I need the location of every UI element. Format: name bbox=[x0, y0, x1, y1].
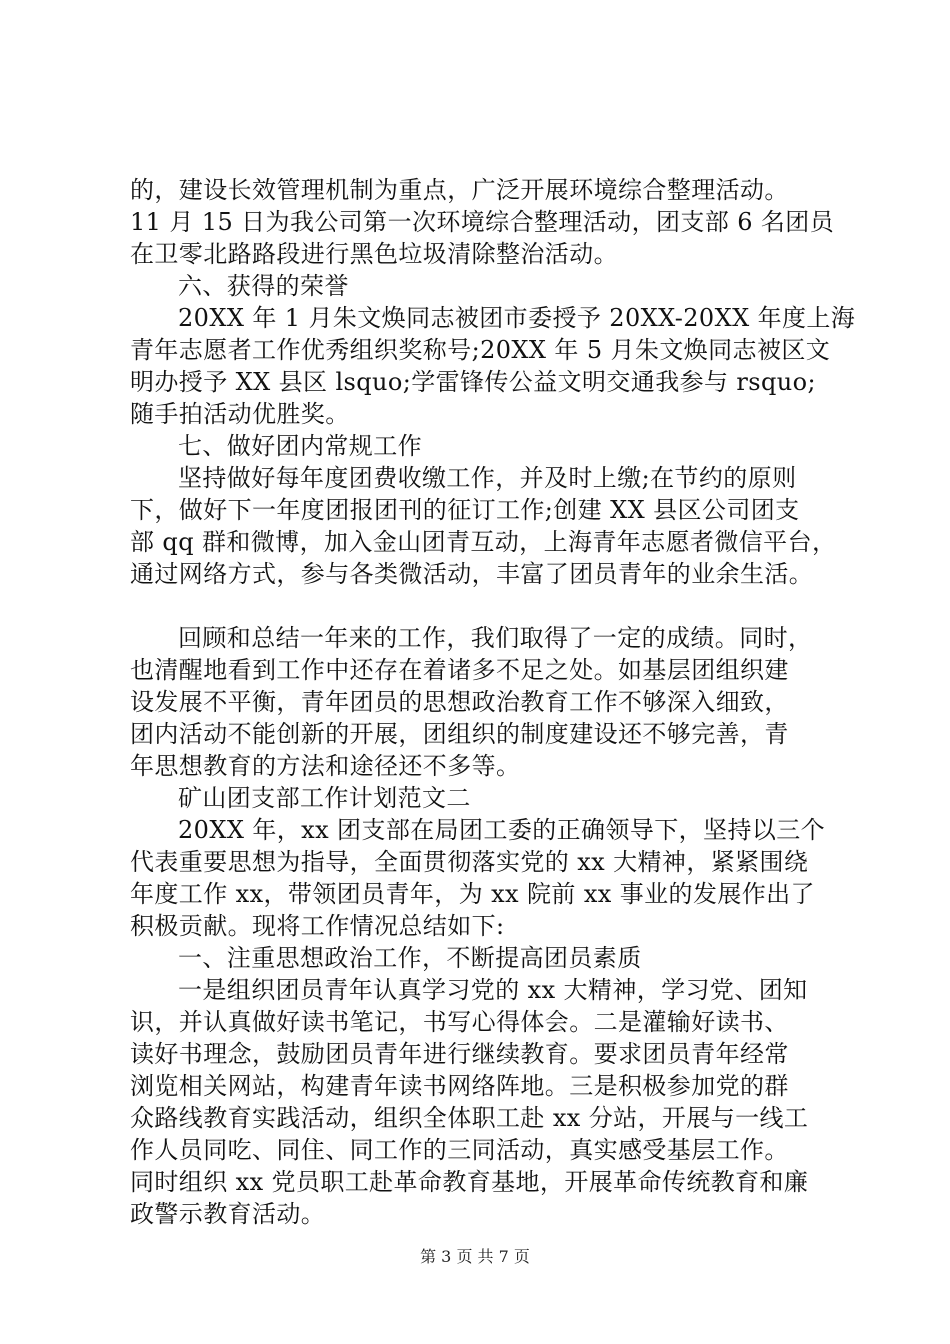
text-line: 众路线教育实践活动，组织全体职工赴 xx 分站，开展与一线工 bbox=[130, 1104, 809, 1132]
text-line: 六、获得的荣誉 bbox=[178, 272, 349, 300]
text-line: 青年志愿者工作优秀组织奖称号;20XX 年 5 月朱文焕同志被区文 bbox=[130, 336, 831, 364]
text-line: 通过网络方式，参与各类微活动，丰富了团员青年的业余生活。 bbox=[130, 560, 814, 588]
page-footer: 第 3 页 共 7 页 bbox=[420, 1247, 530, 1266]
text-line: 政警示教育活动。 bbox=[130, 1200, 326, 1228]
text-line: 20XX 年 1 月朱文焕同志被团市委授予 20XX-20XX 年度上海 bbox=[178, 304, 856, 332]
text-line: 团内活动不能创新的开展，团组织的制度建设还不够完善，青 bbox=[130, 720, 789, 748]
text-line: 年思想教育的方法和途径还不多等。 bbox=[130, 752, 521, 780]
text-line: 读好书理念，鼓励团员青年进行继续教育。要求团员青年经常 bbox=[130, 1040, 789, 1068]
blank-line bbox=[130, 590, 830, 622]
text-line: 作人员同吃、同住、同工作的三同活动，真实感受基层工作。 bbox=[130, 1136, 789, 1164]
text-line: 设发展不平衡，青年团员的思想政治教育工作不够深入细致， bbox=[130, 688, 789, 716]
text-line: 也清醒地看到工作中还存在着诸多不足之处。如基层团组织建 bbox=[130, 656, 789, 684]
text-line: 回顾和总结一年来的工作，我们取得了一定的成绩。同时， bbox=[178, 624, 813, 652]
text-line: 11 月 15 日为我公司第一次环境综合整理活动，团支部 6 名团员 bbox=[130, 208, 835, 236]
text-line: 矿山团支部工作计划范文二 bbox=[178, 784, 471, 812]
text-line: 七、做好团内常规工作 bbox=[178, 432, 422, 460]
text-line: 年度工作 xx，带领团员青年，为 xx 院前 xx 事业的发展作出了 bbox=[130, 880, 815, 908]
text-line: 浏览相关网站，构建青年读书网络阵地。三是积极参加党的群 bbox=[130, 1072, 789, 1100]
text-line: 同时组织 xx 党员职工赴革命教育基地，开展革命传统教育和廉 bbox=[130, 1168, 809, 1196]
text-line: 下，做好下一年度团报团刊的征订工作;创建 XX 县区公司团支 bbox=[130, 496, 800, 524]
document-body bbox=[130, 174, 856, 1230]
text-line: 积极贡献。现将工作情况总结如下: bbox=[130, 912, 505, 940]
text-line: 的，建设长效管理机制为重点，广泛开展环境综合整理活动。 bbox=[130, 176, 789, 204]
text-line: 在卫零北路路段进行黑色垃圾清除整治活动。 bbox=[130, 240, 618, 268]
text-line: 随手拍活动优胜奖。 bbox=[130, 400, 350, 428]
text-line: 20XX 年，xx 团支部在局团工委的正确领导下，坚持以三个 bbox=[178, 816, 826, 844]
text-line: 一、注重思想政治工作，不断提高团员素质 bbox=[178, 944, 642, 972]
text-line: 明办授予 XX 县区 lsquo;学雷锋传公益文明交通我参与 rsquo; bbox=[130, 368, 816, 396]
text-line: 代表重要思想为指导，全面贯彻落实党的 xx 大精神，紧紧围绕 bbox=[130, 848, 809, 876]
text-line: 坚持做好每年度团费收缴工作，并及时上缴;在节约的原则 bbox=[178, 464, 797, 492]
text-line: 一是组织团员青年认真学习党的 xx 大精神，学习党、团知 bbox=[178, 976, 808, 1004]
text-line: 部 qq 群和微博，加入金山团青互动，上海青年志愿者微信平台， bbox=[130, 528, 837, 556]
text-line: 识，并认真做好读书笔记，书写心得体会。二是灌输好读书、 bbox=[130, 1008, 789, 1036]
